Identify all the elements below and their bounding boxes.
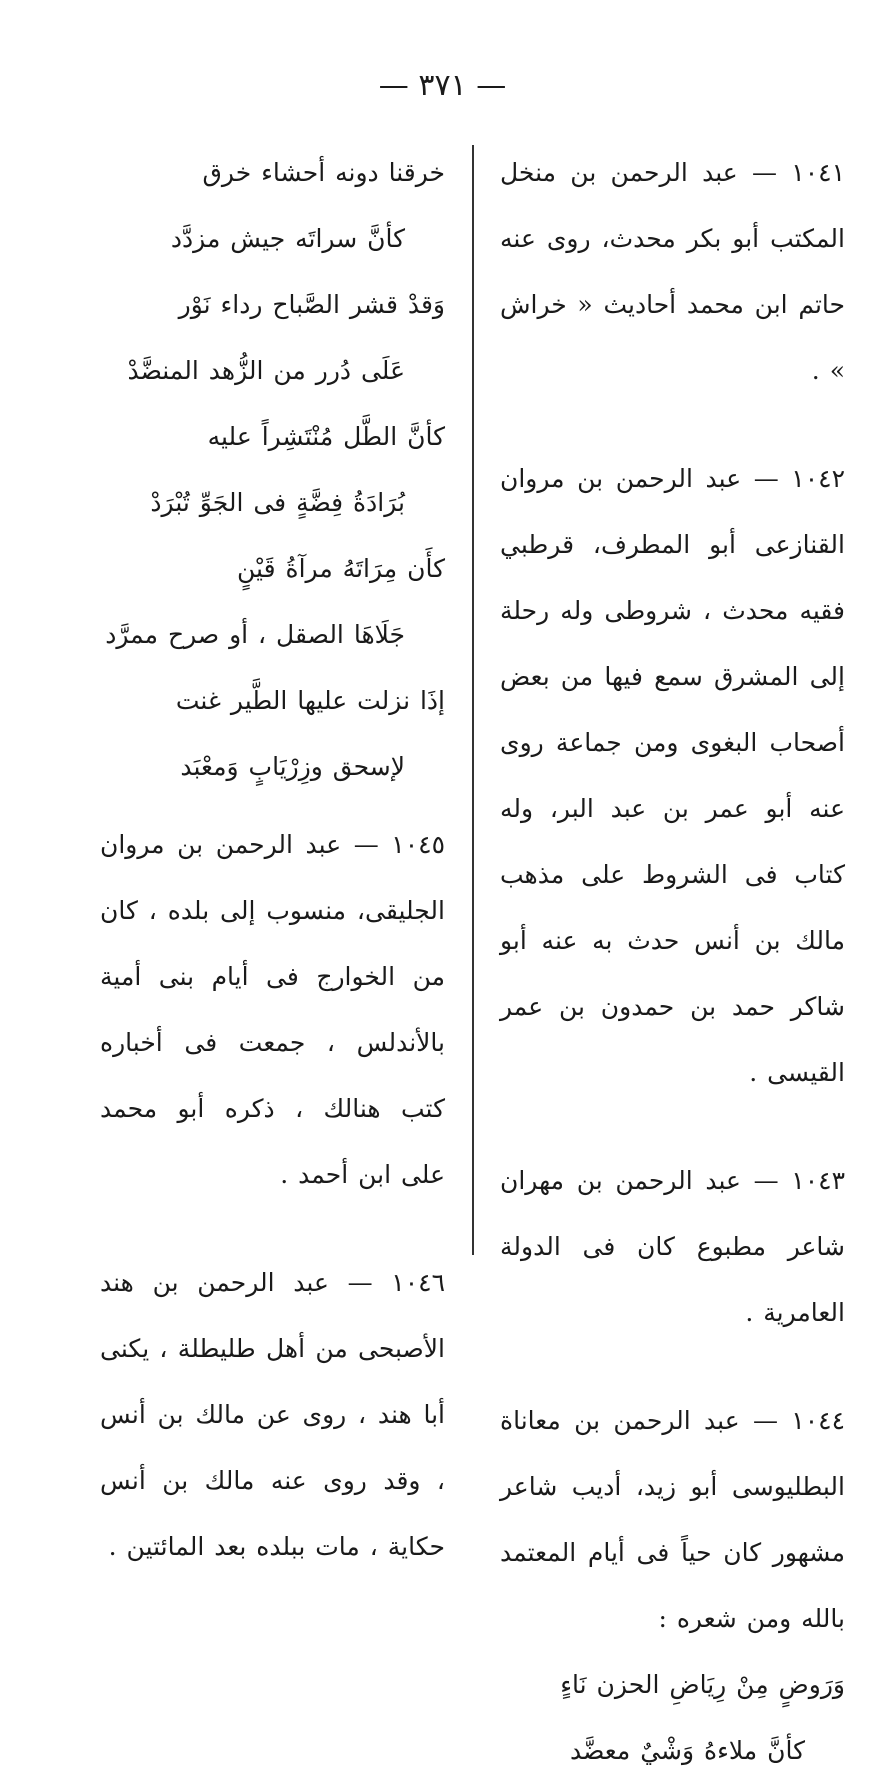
verse-line: جَلَاهَا الصقل ، أو صرح ممرَّد: [105, 620, 405, 649]
verse-line: إذَا نزلت عليها الطَّير غنت: [175, 686, 445, 715]
verse-line: خرقنا دونه أحشاء خرق: [202, 158, 445, 187]
verse-line: كأَن مِرَاتَهُ مرآةُ قَيْنٍ: [237, 554, 445, 583]
entry-text: ١٠٤٣ — عبد الرحمن بن مهران شاعر مطبوع كان فى الدولة العامرية .: [500, 1166, 845, 1327]
entry-1041: [500, 140, 845, 404]
left-column: [100, 140, 445, 1622]
page-number: — ٣٧١ —: [378, 68, 507, 103]
verse-line: عَلَى دُرر من الزُّهد المنضَّدْ: [127, 356, 405, 385]
poem-verses-start: [500, 1652, 845, 1784]
entry-1046: [100, 1250, 445, 1580]
entry-text: ١٠٤١ — عبد الرحمن بن منخل المكتب أبو بكر محدث، روى عنه حاتم ابن محمد أحاديث « خراش » .: [500, 158, 845, 385]
verse-line: وَقدْ قشر الصَّباح رداء نَوْر: [178, 290, 445, 319]
verse-line: كأنَّ سراتَه جيش مزدَّد: [170, 224, 405, 253]
verse-line: كأنَّ ملاءهُ وَشْيٌ معضَّد: [570, 1736, 805, 1765]
entry-text: ١٠٤٥ — عبد الرحمن بن مروان الجليقى، منسوب إلى بلده ، كان من الخوارج فى أيام بنى أمية بالأندلس ، جمعت فى أخباره كتب هنالك ، ذكره أبو محمد على ابن أحمد .: [100, 830, 445, 1189]
entry-1044: [500, 1388, 845, 1652]
verse-line: لإسحق وزِرْيَابٍ وَمعْبَد: [180, 752, 405, 781]
entry-1042: [500, 446, 845, 1106]
column-divider: [472, 145, 474, 1255]
entry-1043: [500, 1148, 845, 1346]
right-column: [500, 140, 845, 1788]
entry-1045: [100, 812, 445, 1208]
entry-text: ١٠٤٤ — عبد الرحمن بن معاناة البطليوسى أبو زيد، أديب شاعر مشهور كان حياً فى أيام المعتمد بالله ومن شعره :: [500, 1406, 845, 1633]
verse-line: وَرَوضٍ مِنْ رِيَاضِ الحزن نَاءٍ: [560, 1670, 845, 1699]
entry-text: ١٠٤٦ — عبد الرحمن بن هند الأصبحى من أهل طليطلة ، يكنى أبا هند ، روى عن مالك بن أنس ، وقد روى عنه مالك بن أنس حكاية ، مات ببلده بعد المائتين .: [100, 1268, 445, 1561]
verse-line: كأنَّ الطَّل مُنْتَشِراً عليه: [207, 422, 445, 451]
entry-text: ١٠٤٢ — عبد الرحمن بن مروان القنازعى أبو المطرف، قرطبي فقيه محدث ، شروطى وله رحلة إلى المشرق سمع فيها من بعض أصحاب البغوى ومن جماعة روى عنه أبو عمر بن عبد البر، وله كتاب فى الشروط على مذهب مالك بن أنس حدث به عنه أبو شاكر حمد بن حمدون بن عمر القيسى .: [500, 464, 845, 1087]
poem-verses-continued: [100, 140, 445, 800]
verse-line: بُرَادَةُ فِضَّةٍ فى الجَوِّ تُبْرَدْ: [150, 488, 405, 517]
